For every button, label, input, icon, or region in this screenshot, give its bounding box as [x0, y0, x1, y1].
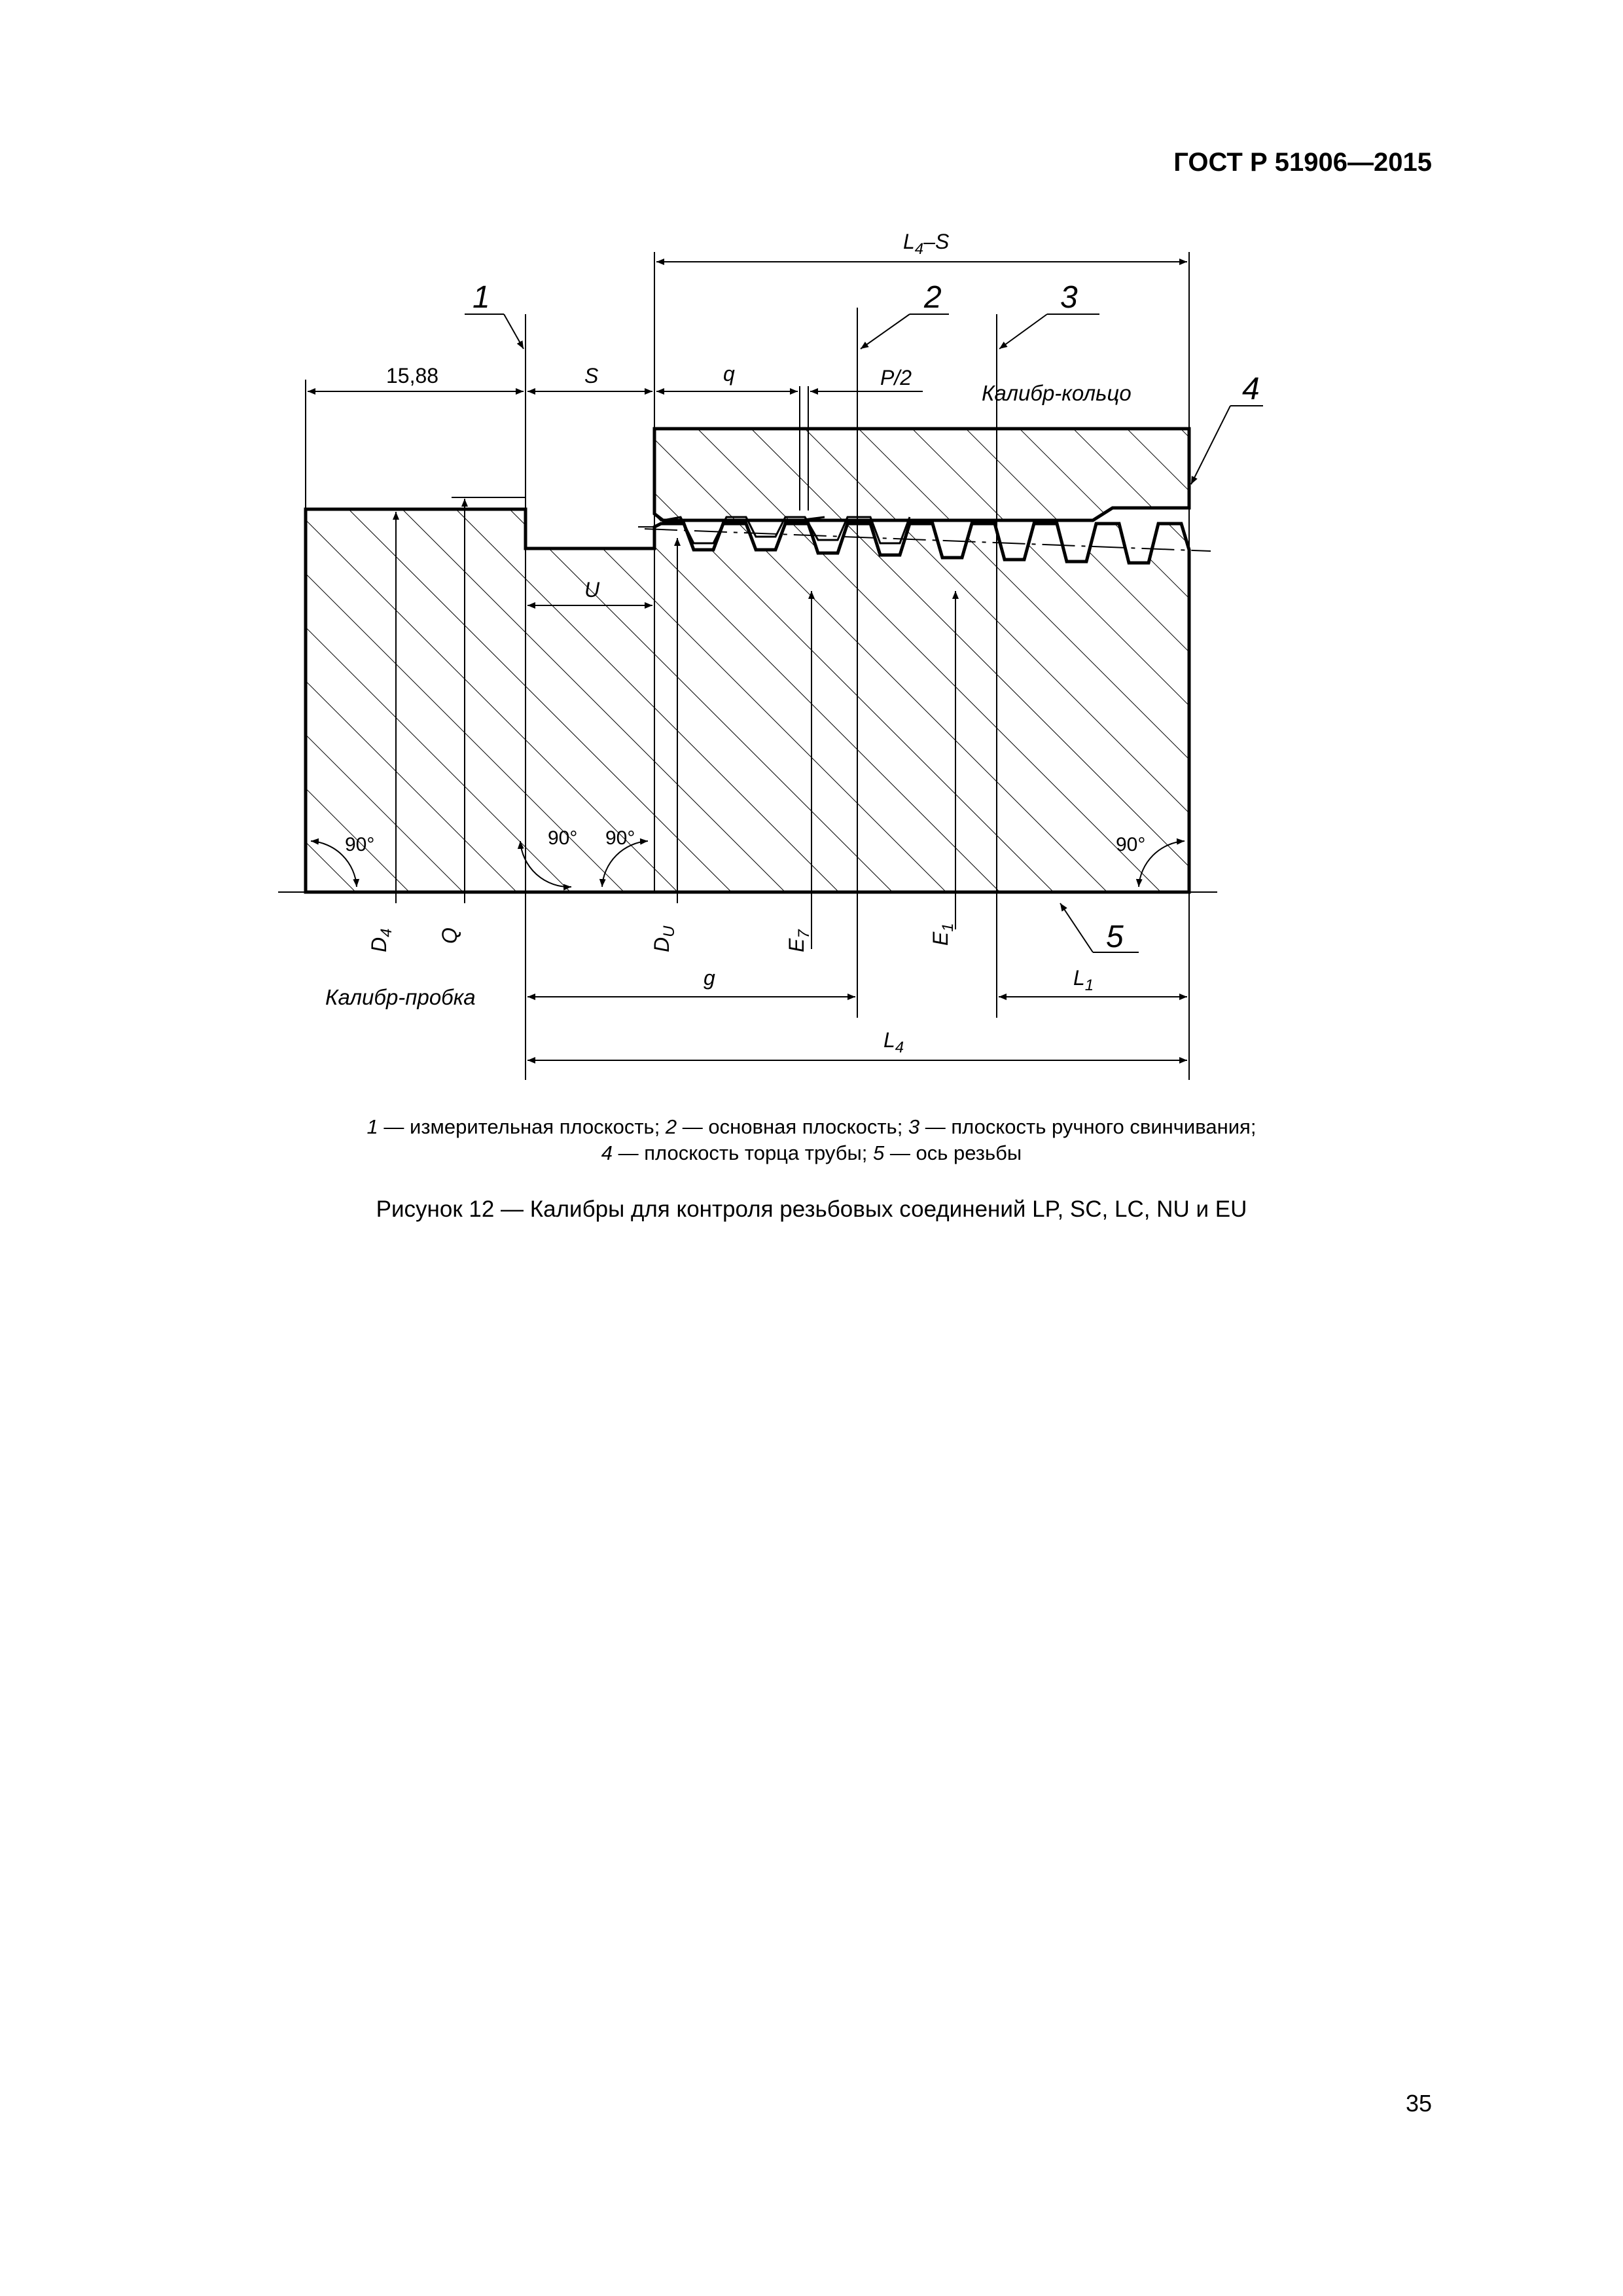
svg-text:S: S [584, 364, 599, 387]
svg-text:L4: $L_4$ [883, 1028, 904, 1056]
figure-caption: Рисунок 12 — Калибры для контроля резьбовых соединений LP, SC, LC, NU и EU [376, 1196, 1247, 1222]
svg-text:q: q [723, 362, 735, 386]
label-DU: $D_U$ [650, 925, 678, 952]
svg-text:15,88: 15,88 [386, 364, 439, 387]
svg-text:L1: $L_1$ [1073, 966, 1094, 994]
svg-text:90°: 90° [1116, 834, 1146, 855]
figure-legend [0, 1114, 1623, 1166]
dim-g [527, 966, 855, 997]
plug-gauge-body [306, 509, 1189, 892]
label-E7: $E_7$ [785, 929, 813, 952]
svg-text:5: 5 [1106, 920, 1124, 954]
document-header: ГОСТ Р 51906—2015 [1173, 148, 1432, 177]
dim-row-top [308, 362, 923, 391]
svg-text:3: 3 [1060, 280, 1078, 315]
dim-L4 [527, 1028, 1187, 1060]
svg-text:P/2: P/2 [880, 366, 912, 389]
svg-text:L4–S: $L_4-S$ [903, 230, 950, 258]
label-Q: Q [438, 927, 461, 944]
dim-L4-minus-S [656, 230, 1187, 262]
svg-text:90°: 90° [548, 827, 578, 849]
svg-text:g: g [704, 966, 715, 990]
label-E1: $E_1$ [929, 923, 957, 946]
legend-line-2: 4 — плоскость торца трубы; 5 — ось резьбы [601, 1141, 1022, 1164]
svg-text:4: 4 [1242, 372, 1260, 406]
svg-text:U: U [584, 578, 600, 601]
page-number: 35 [1405, 2090, 1432, 2117]
svg-text:2: 2 [924, 280, 942, 315]
label-D4: $D_4$ [367, 928, 395, 952]
plug-gauge-label: Калибр-пробка [325, 985, 476, 1009]
svg-text:90°: 90° [605, 827, 635, 849]
svg-text:90°: 90° [345, 834, 375, 855]
svg-text:1: 1 [473, 280, 490, 315]
gauge-drawing [0, 0, 1623, 1113]
dim-L1 [999, 966, 1187, 997]
legend-line-1: 1 — измерительная плоскость; 2 — основная плоскость; 3 — плоскость ручного свинчивания; [366, 1115, 1257, 1138]
ring-gauge-label: Калибр-кольцо [982, 381, 1132, 405]
